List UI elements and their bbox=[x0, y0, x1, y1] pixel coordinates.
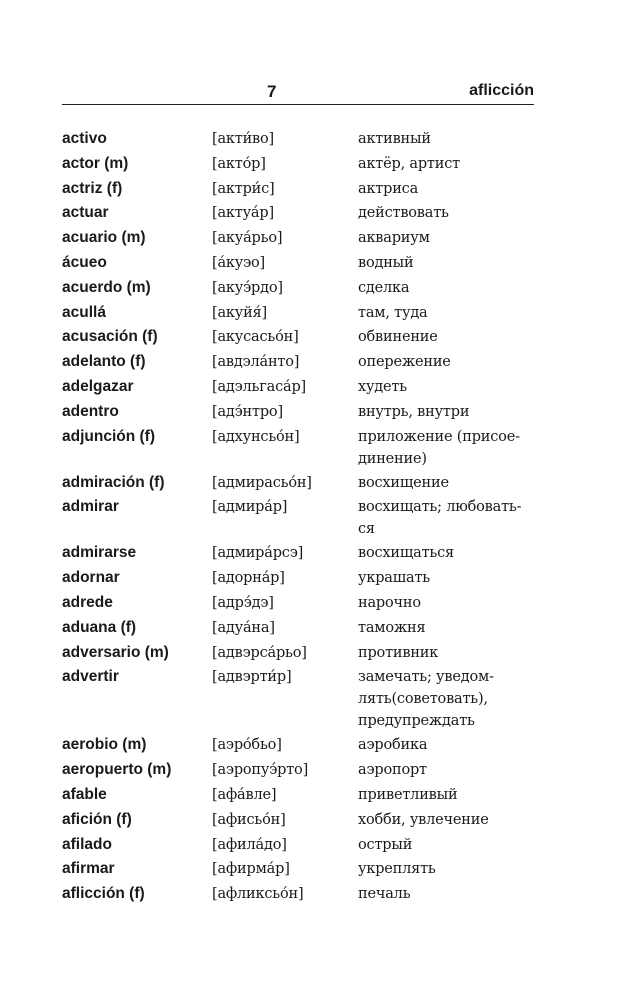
headword: afilado bbox=[62, 835, 112, 853]
dictionary-entry bbox=[62, 227, 542, 252]
pronunciation: [акуэ́рдо] bbox=[212, 279, 283, 296]
pronunciation: [адвэрти́р] bbox=[212, 669, 292, 686]
headword: acullá bbox=[62, 303, 106, 321]
dictionary-entry bbox=[62, 178, 542, 203]
pronunciation: [адорна́р] bbox=[212, 570, 285, 587]
headword: ácueo bbox=[62, 253, 107, 271]
translation bbox=[358, 252, 538, 274]
translation-line: активный bbox=[358, 131, 431, 147]
translation-line: аэробика bbox=[358, 737, 428, 754]
pronunciation: [адуа́на] bbox=[212, 619, 275, 636]
dictionary-entry bbox=[62, 883, 542, 908]
pronunciation: [а́куэо] bbox=[212, 254, 266, 271]
translation-line: укреплять bbox=[358, 861, 436, 878]
pronunciation: [акуа́рьо] bbox=[212, 230, 283, 247]
headword: afable bbox=[62, 785, 107, 803]
pronunciation: [аэро́бьо] bbox=[212, 737, 282, 754]
dictionary-entry bbox=[62, 542, 542, 567]
headword: afirmar bbox=[62, 860, 115, 878]
translation bbox=[358, 401, 538, 423]
headword: aflicción (f) bbox=[62, 885, 145, 903]
translation-line: острый bbox=[358, 836, 413, 853]
headword: acusación (f) bbox=[62, 328, 158, 346]
translation-line: лять(советовать), bbox=[358, 691, 488, 708]
dictionary-entry bbox=[62, 666, 542, 734]
pronunciation: [адмира́р] bbox=[212, 499, 288, 516]
dictionary-entry bbox=[62, 472, 542, 497]
translation-line: замечать; уведом- bbox=[358, 669, 494, 686]
translation bbox=[358, 426, 538, 470]
dictionary-entry bbox=[62, 401, 542, 426]
translation bbox=[358, 666, 538, 732]
translation bbox=[358, 834, 538, 856]
headword: actor (m) bbox=[62, 154, 129, 172]
headword: admiración (f) bbox=[62, 473, 165, 491]
translation-line: актёр, артист bbox=[358, 155, 460, 172]
translation bbox=[358, 178, 538, 200]
dictionary-entry bbox=[62, 592, 542, 617]
pronunciation: [актуа́р] bbox=[212, 205, 274, 222]
translation-line: восхищение bbox=[358, 474, 449, 491]
dictionary-entry bbox=[62, 202, 542, 227]
headword: acuario (m) bbox=[62, 229, 146, 247]
pronunciation: [афирма́р] bbox=[212, 861, 290, 878]
translation-line: приветливый bbox=[358, 786, 458, 803]
translation-line: опережение bbox=[358, 354, 451, 371]
page-number: 7 bbox=[267, 82, 277, 101]
pronunciation: [адмирасьо́н] bbox=[212, 474, 312, 491]
headword: advertir bbox=[62, 668, 119, 686]
translation bbox=[358, 858, 538, 880]
translation bbox=[358, 351, 538, 373]
entry-list bbox=[62, 128, 542, 908]
translation-line: динение) bbox=[358, 450, 427, 467]
dictionary-entry bbox=[62, 153, 542, 178]
translation bbox=[358, 734, 538, 756]
pronunciation: [акусасьо́н] bbox=[212, 329, 299, 346]
translation-line: актриса bbox=[358, 180, 419, 197]
translation-line: внутрь, внутри bbox=[358, 403, 470, 420]
translation-line: аквариум bbox=[358, 230, 430, 247]
dictionary-entry bbox=[62, 784, 542, 809]
translation bbox=[358, 277, 538, 299]
dictionary-entry bbox=[62, 302, 542, 327]
translation-line: восхищать; любовать- bbox=[358, 499, 522, 516]
translation-line: хобби, увлечение bbox=[358, 811, 489, 828]
pronunciation: [акти́во] bbox=[212, 131, 275, 147]
translation-line: водный bbox=[358, 254, 414, 271]
headword: adelanto (f) bbox=[62, 353, 146, 371]
headword: aerobio (m) bbox=[62, 736, 147, 754]
dictionary-entry bbox=[62, 759, 542, 784]
dictionary-entry bbox=[62, 426, 542, 472]
headword: adversario (m) bbox=[62, 643, 169, 661]
dictionary-entry bbox=[62, 858, 542, 883]
translation bbox=[358, 883, 538, 905]
dictionary-entry bbox=[62, 567, 542, 592]
translation bbox=[358, 592, 538, 614]
dictionary-entry bbox=[62, 642, 542, 667]
headword: admirarse bbox=[62, 544, 137, 562]
translation bbox=[358, 326, 538, 348]
translation-line: противник bbox=[358, 644, 439, 661]
translation bbox=[358, 759, 538, 781]
headword: activo bbox=[62, 130, 107, 147]
dictionary-entry bbox=[62, 252, 542, 277]
headword: acuerdo (m) bbox=[62, 278, 151, 296]
pronunciation: [аэропуэ́рто] bbox=[212, 762, 309, 779]
dictionary-entry bbox=[62, 617, 542, 642]
pronunciation: [адэльгаса́р] bbox=[212, 378, 307, 395]
translation-line: восхищаться bbox=[358, 545, 454, 562]
dictionary-entry bbox=[62, 809, 542, 834]
translation bbox=[358, 153, 538, 175]
pronunciation: [афликсьо́н] bbox=[212, 886, 304, 903]
translation bbox=[358, 617, 538, 639]
translation bbox=[358, 376, 538, 398]
dictionary-entry bbox=[62, 376, 542, 401]
translation bbox=[358, 202, 538, 224]
headword: adelgazar bbox=[62, 377, 134, 395]
translation-line: нарочно bbox=[358, 594, 421, 611]
translation-line: ся bbox=[358, 521, 375, 538]
page-header bbox=[62, 78, 534, 105]
headword: adentro bbox=[62, 402, 119, 420]
dictionary-entry bbox=[62, 496, 542, 542]
headword: actriz (f) bbox=[62, 179, 123, 197]
pronunciation: [адэ́нтро] bbox=[212, 403, 283, 420]
translation-line: печаль bbox=[358, 886, 411, 903]
translation-line: украшать bbox=[358, 570, 430, 587]
dictionary-entry bbox=[62, 834, 542, 859]
pronunciation: [актри́с] bbox=[212, 180, 275, 197]
translation bbox=[358, 496, 538, 540]
pronunciation: [адвэрса́рьо] bbox=[212, 644, 307, 661]
translation-line: худеть bbox=[358, 378, 407, 395]
translation bbox=[358, 567, 538, 589]
dictionary-entry bbox=[62, 351, 542, 376]
pronunciation: [акто́р] bbox=[212, 155, 266, 172]
running-head: aflicción bbox=[469, 82, 534, 99]
dictionary-entry bbox=[62, 734, 542, 759]
translation-line: действовать bbox=[358, 205, 449, 222]
dictionary-entry bbox=[62, 277, 542, 302]
headword: afición (f) bbox=[62, 810, 132, 828]
headword: aeropuerto (m) bbox=[62, 761, 172, 779]
headword: actuar bbox=[62, 204, 109, 222]
translation bbox=[358, 642, 538, 664]
translation bbox=[358, 784, 538, 806]
translation bbox=[358, 302, 538, 324]
pronunciation: [авдэла́нто] bbox=[212, 354, 300, 371]
translation-line: аэропорт bbox=[358, 762, 427, 779]
pronunciation: [афа́вле] bbox=[212, 786, 277, 803]
headword: admirar bbox=[62, 498, 119, 516]
translation-line: приложение (присое- bbox=[358, 428, 520, 445]
translation bbox=[358, 128, 538, 150]
translation bbox=[358, 809, 538, 831]
translation-line: предупреждать bbox=[358, 713, 475, 730]
headword: adornar bbox=[62, 569, 120, 587]
headword: adjunción (f) bbox=[62, 427, 155, 445]
translation-line: сделка bbox=[358, 279, 410, 296]
translation bbox=[358, 472, 538, 494]
pronunciation: [адрэ́дэ] bbox=[212, 594, 274, 611]
pronunciation: [адхунсьо́н] bbox=[212, 428, 300, 445]
pronunciation: [акуйя́] bbox=[212, 304, 267, 321]
pronunciation: [афисьо́н] bbox=[212, 811, 286, 828]
translation bbox=[358, 227, 538, 249]
dictionary-entry bbox=[62, 326, 542, 351]
pronunciation: [афила́до] bbox=[212, 836, 287, 853]
pronunciation: [адмира́рсэ] bbox=[212, 545, 304, 562]
translation-line: обвинение bbox=[358, 329, 438, 346]
translation bbox=[358, 542, 538, 564]
headword: aduana (f) bbox=[62, 618, 137, 636]
headword: adrede bbox=[62, 593, 113, 611]
translation-line: там, туда bbox=[358, 304, 428, 321]
translation-line: таможня bbox=[358, 619, 426, 636]
dictionary-entry bbox=[62, 128, 542, 153]
